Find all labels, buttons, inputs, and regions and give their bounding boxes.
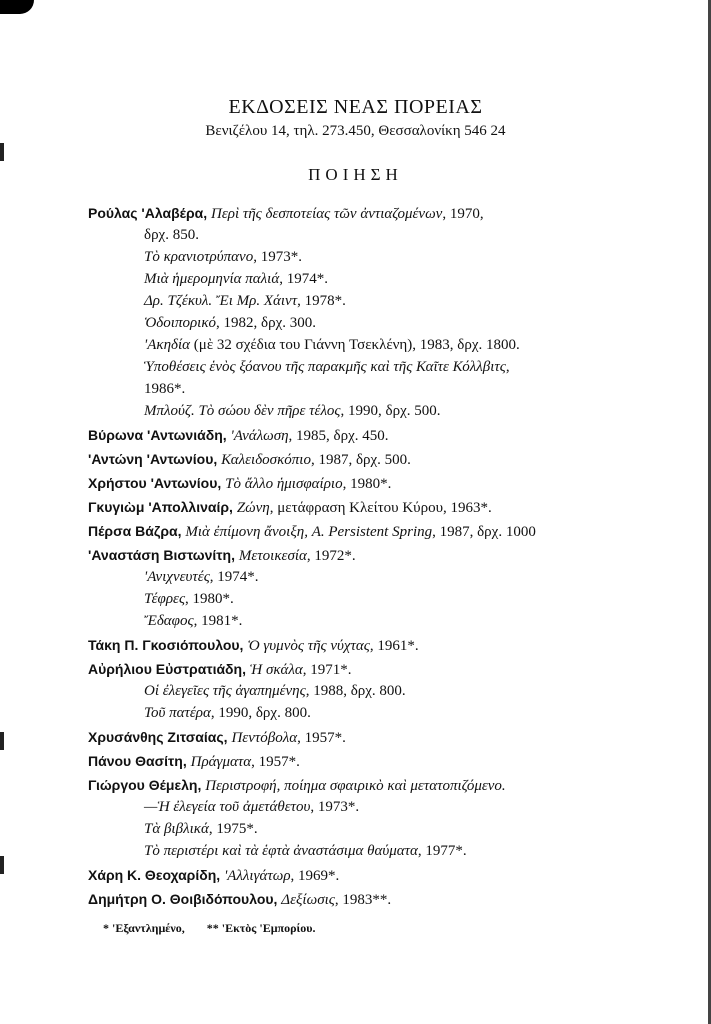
author-name: Πάνου Θασίτη, bbox=[88, 753, 191, 769]
author-name: Πέρσα Βάζρα, bbox=[88, 523, 186, 539]
catalog-entry bbox=[144, 226, 199, 244]
scan-edge-mark bbox=[0, 732, 4, 750]
book-details: , 1978*. bbox=[297, 293, 346, 309]
catalog-entry bbox=[88, 522, 536, 541]
scan-corner-mark bbox=[0, 0, 34, 14]
publisher-address: Βενιζέλου 14, τηλ. 273.450, Θεσσαλονίκη 546 24 bbox=[205, 123, 506, 139]
author-name: Τάκη Π. Γκοσιόπουλου, bbox=[88, 637, 248, 653]
section-title: ΠΟΙΗΣΗ bbox=[308, 165, 403, 184]
book-title: 'Ανιχνευτές bbox=[144, 569, 210, 585]
book-title: 'Ανάλωση bbox=[230, 428, 289, 444]
book-details: , μετάφραση Κλείτου Κύρου, 1963*. bbox=[269, 500, 492, 516]
book-details: , 1985, δρχ. 450. bbox=[288, 428, 389, 444]
publisher-heading: ΕΚΔΟΣΕΙΣ ΝΕΑΣ ΠΟΡΕΙΑΣ bbox=[228, 96, 483, 118]
author-name: Γκυγιὼμ 'Απολλιναίρ, bbox=[88, 499, 237, 515]
book-title: Πεντόβολα bbox=[231, 730, 298, 746]
catalog-entry bbox=[88, 474, 391, 493]
book-title: Μιὰ ἡμερομηνία παλιά bbox=[144, 271, 280, 287]
book-details: , 1982, δρχ. 300. bbox=[216, 315, 316, 331]
catalog-entry bbox=[144, 704, 311, 722]
catalog-entry bbox=[144, 798, 359, 816]
catalog-entry bbox=[144, 612, 242, 630]
author-name: 'Αντώνη 'Αντωνίου, bbox=[88, 451, 222, 467]
catalog-entry bbox=[144, 402, 441, 420]
book-title: Ζώνη bbox=[236, 500, 270, 516]
book-title: Ὑποθέσεις ἑνὸς ξόανου τῆς παρακμῆς καὶ τῆς Καῖτε Κόλλβιτς bbox=[144, 359, 506, 375]
author-name: Χάρη Κ. Θεοχαρίδη, bbox=[88, 867, 225, 883]
book-title: Μιὰ ἐπίμονη ἄνοιξη, A. Persistent Spring bbox=[185, 524, 433, 540]
book-title: Ἡ σκάλα bbox=[249, 662, 303, 678]
catalog-entry bbox=[144, 568, 259, 586]
book-details: , 1987, δρχ. 500. bbox=[310, 452, 411, 468]
book-title: —Ἡ ἐλεγεία τοῦ ἀμετάθετου bbox=[144, 799, 311, 815]
book-details: , 1987, δρχ. 1000 bbox=[432, 524, 536, 540]
scan-edge-mark bbox=[0, 143, 4, 161]
catalog-entry bbox=[144, 380, 185, 398]
author-name: Αὐρήλιου Εὐστρατιάδη, bbox=[88, 661, 250, 677]
catalog-entry bbox=[144, 682, 406, 700]
book-title: Περιστροφή, ποίημα σφαιρικὸ καὶ μετατοπιζόμενο. bbox=[205, 778, 506, 794]
author-name: 'Αναστάση Βιστωνίτη, bbox=[88, 547, 239, 563]
catalog-entry bbox=[88, 498, 492, 517]
catalog-entry bbox=[88, 450, 411, 469]
scan-edge-mark bbox=[0, 856, 4, 874]
book-details: , 1971*. bbox=[302, 662, 352, 678]
book-title: Τὸ κρανιοτρύπανο bbox=[144, 249, 254, 265]
book-title: Μετοικεσία bbox=[238, 548, 307, 564]
book-title: Τέφρες bbox=[144, 591, 186, 607]
catalog-entry bbox=[88, 660, 352, 679]
book-details: , 1974*. bbox=[209, 569, 259, 585]
catalog-entry bbox=[88, 636, 419, 655]
book-details: , 1957*. bbox=[297, 730, 346, 746]
book-details: , 1981*. bbox=[193, 613, 243, 629]
book-title: Τοῦ πατέρα bbox=[144, 705, 211, 721]
book-details: , 1974*. bbox=[279, 271, 328, 287]
author-name: Χρυσάνθης Ζιτσαίας, bbox=[88, 729, 232, 745]
footnote bbox=[103, 921, 337, 936]
book-details: , 1977*. bbox=[417, 843, 467, 859]
book-details: , 1990, δρχ. 800. bbox=[210, 705, 311, 721]
book-details: , 1973*. bbox=[253, 249, 302, 265]
footnote-out-of-print: * 'Εξαντλημένο, bbox=[103, 921, 185, 935]
catalog-entry bbox=[144, 292, 346, 310]
catalog-entry bbox=[88, 546, 356, 565]
book-title: Τὸ περιστέρι καὶ τὰ ἑφτὰ ἀναστάσιμα θαύματα bbox=[144, 843, 418, 859]
book-title: Δεξίωσις bbox=[281, 892, 335, 908]
book-details: , 1969*. bbox=[290, 868, 340, 884]
catalog-entry bbox=[88, 752, 300, 771]
catalog-entry bbox=[144, 314, 316, 332]
book-details: (μὲ 32 σχέδια του Γιάννη Τσεκλένη), 1983, δρχ. 1800. bbox=[190, 337, 520, 353]
book-title: 'Αλλιγάτωρ bbox=[224, 868, 291, 884]
catalog-entry bbox=[144, 358, 510, 376]
author-name: Γιώργου Θέμελη, bbox=[88, 777, 206, 793]
book-title: Περὶ τῆς δεσποτείας τῶν ἀντιαζομένων bbox=[211, 206, 443, 222]
book-title: Τὰ βιβλικά bbox=[144, 821, 209, 837]
catalog-entry bbox=[88, 776, 506, 795]
catalog-entry bbox=[88, 728, 346, 747]
book-details: 1986*. bbox=[144, 381, 186, 397]
book-details: , 1973*. bbox=[310, 799, 360, 815]
catalog-entry bbox=[88, 204, 484, 223]
book-title: Οἱ ἐλεγεῖες τῆς ἀγαπημένης bbox=[144, 683, 306, 699]
book-details: , bbox=[505, 359, 510, 375]
book-details: , 1980*. bbox=[342, 476, 392, 492]
author-name: Δημήτρη Ο. Θοιβιδόπουλου, bbox=[88, 891, 282, 907]
footnote-not-for-sale: ** 'Εκτὸς 'Εμπορίου. bbox=[206, 921, 316, 935]
book-details: , 1970, bbox=[442, 206, 484, 222]
book-title: 'Ακηδία bbox=[144, 337, 191, 353]
catalog-entry bbox=[144, 336, 520, 354]
book-details: , 1980*. bbox=[185, 591, 234, 607]
catalog-entry bbox=[144, 590, 234, 608]
book-title: Μπλούζ. Τὸ σώου δὲν πῆρε τέλος bbox=[144, 403, 341, 419]
book-title: Τὸ ἄλλο ἡμισφαίριο bbox=[225, 476, 343, 492]
book-details: , 1990, δρχ. 500. bbox=[340, 403, 441, 419]
catalog-entry bbox=[144, 842, 467, 860]
book-details: δρχ. 850. bbox=[144, 227, 199, 243]
catalog-entry bbox=[144, 248, 302, 266]
catalog-entry bbox=[144, 270, 328, 288]
catalog-entry bbox=[88, 426, 389, 445]
book-title: Ὁδοιπορικό bbox=[144, 315, 217, 331]
book-details: , 1975*. bbox=[208, 821, 258, 837]
book-details: , 1961*. bbox=[369, 638, 419, 654]
book-title: Δρ. Τζέκυλ. Ἔι Μρ. Χάιντ bbox=[144, 293, 298, 309]
book-title: Ὁ γυμνὸς τῆς νύχτας bbox=[247, 638, 370, 654]
book-title: Ἔδαφος bbox=[144, 613, 194, 629]
book-details: , 1988, δρχ. 800. bbox=[305, 683, 406, 699]
author-name: Ρούλας 'Αλαβέρα, bbox=[88, 205, 211, 221]
book-details: , 1983**. bbox=[334, 892, 392, 908]
book-title: Καλειδοσκόπιο bbox=[221, 452, 311, 468]
book-title: Πράγματα bbox=[190, 754, 252, 770]
book-details: , 1972*. bbox=[306, 548, 356, 564]
book-details: , 1957*. bbox=[251, 754, 300, 770]
catalog-entry bbox=[144, 820, 258, 838]
author-name: Χρήστου 'Αντωνίου, bbox=[88, 475, 226, 491]
author-name: Βύρωνα 'Αντωνιάδη, bbox=[88, 427, 231, 443]
catalog-entry bbox=[88, 890, 391, 909]
catalog-entry bbox=[88, 866, 339, 885]
